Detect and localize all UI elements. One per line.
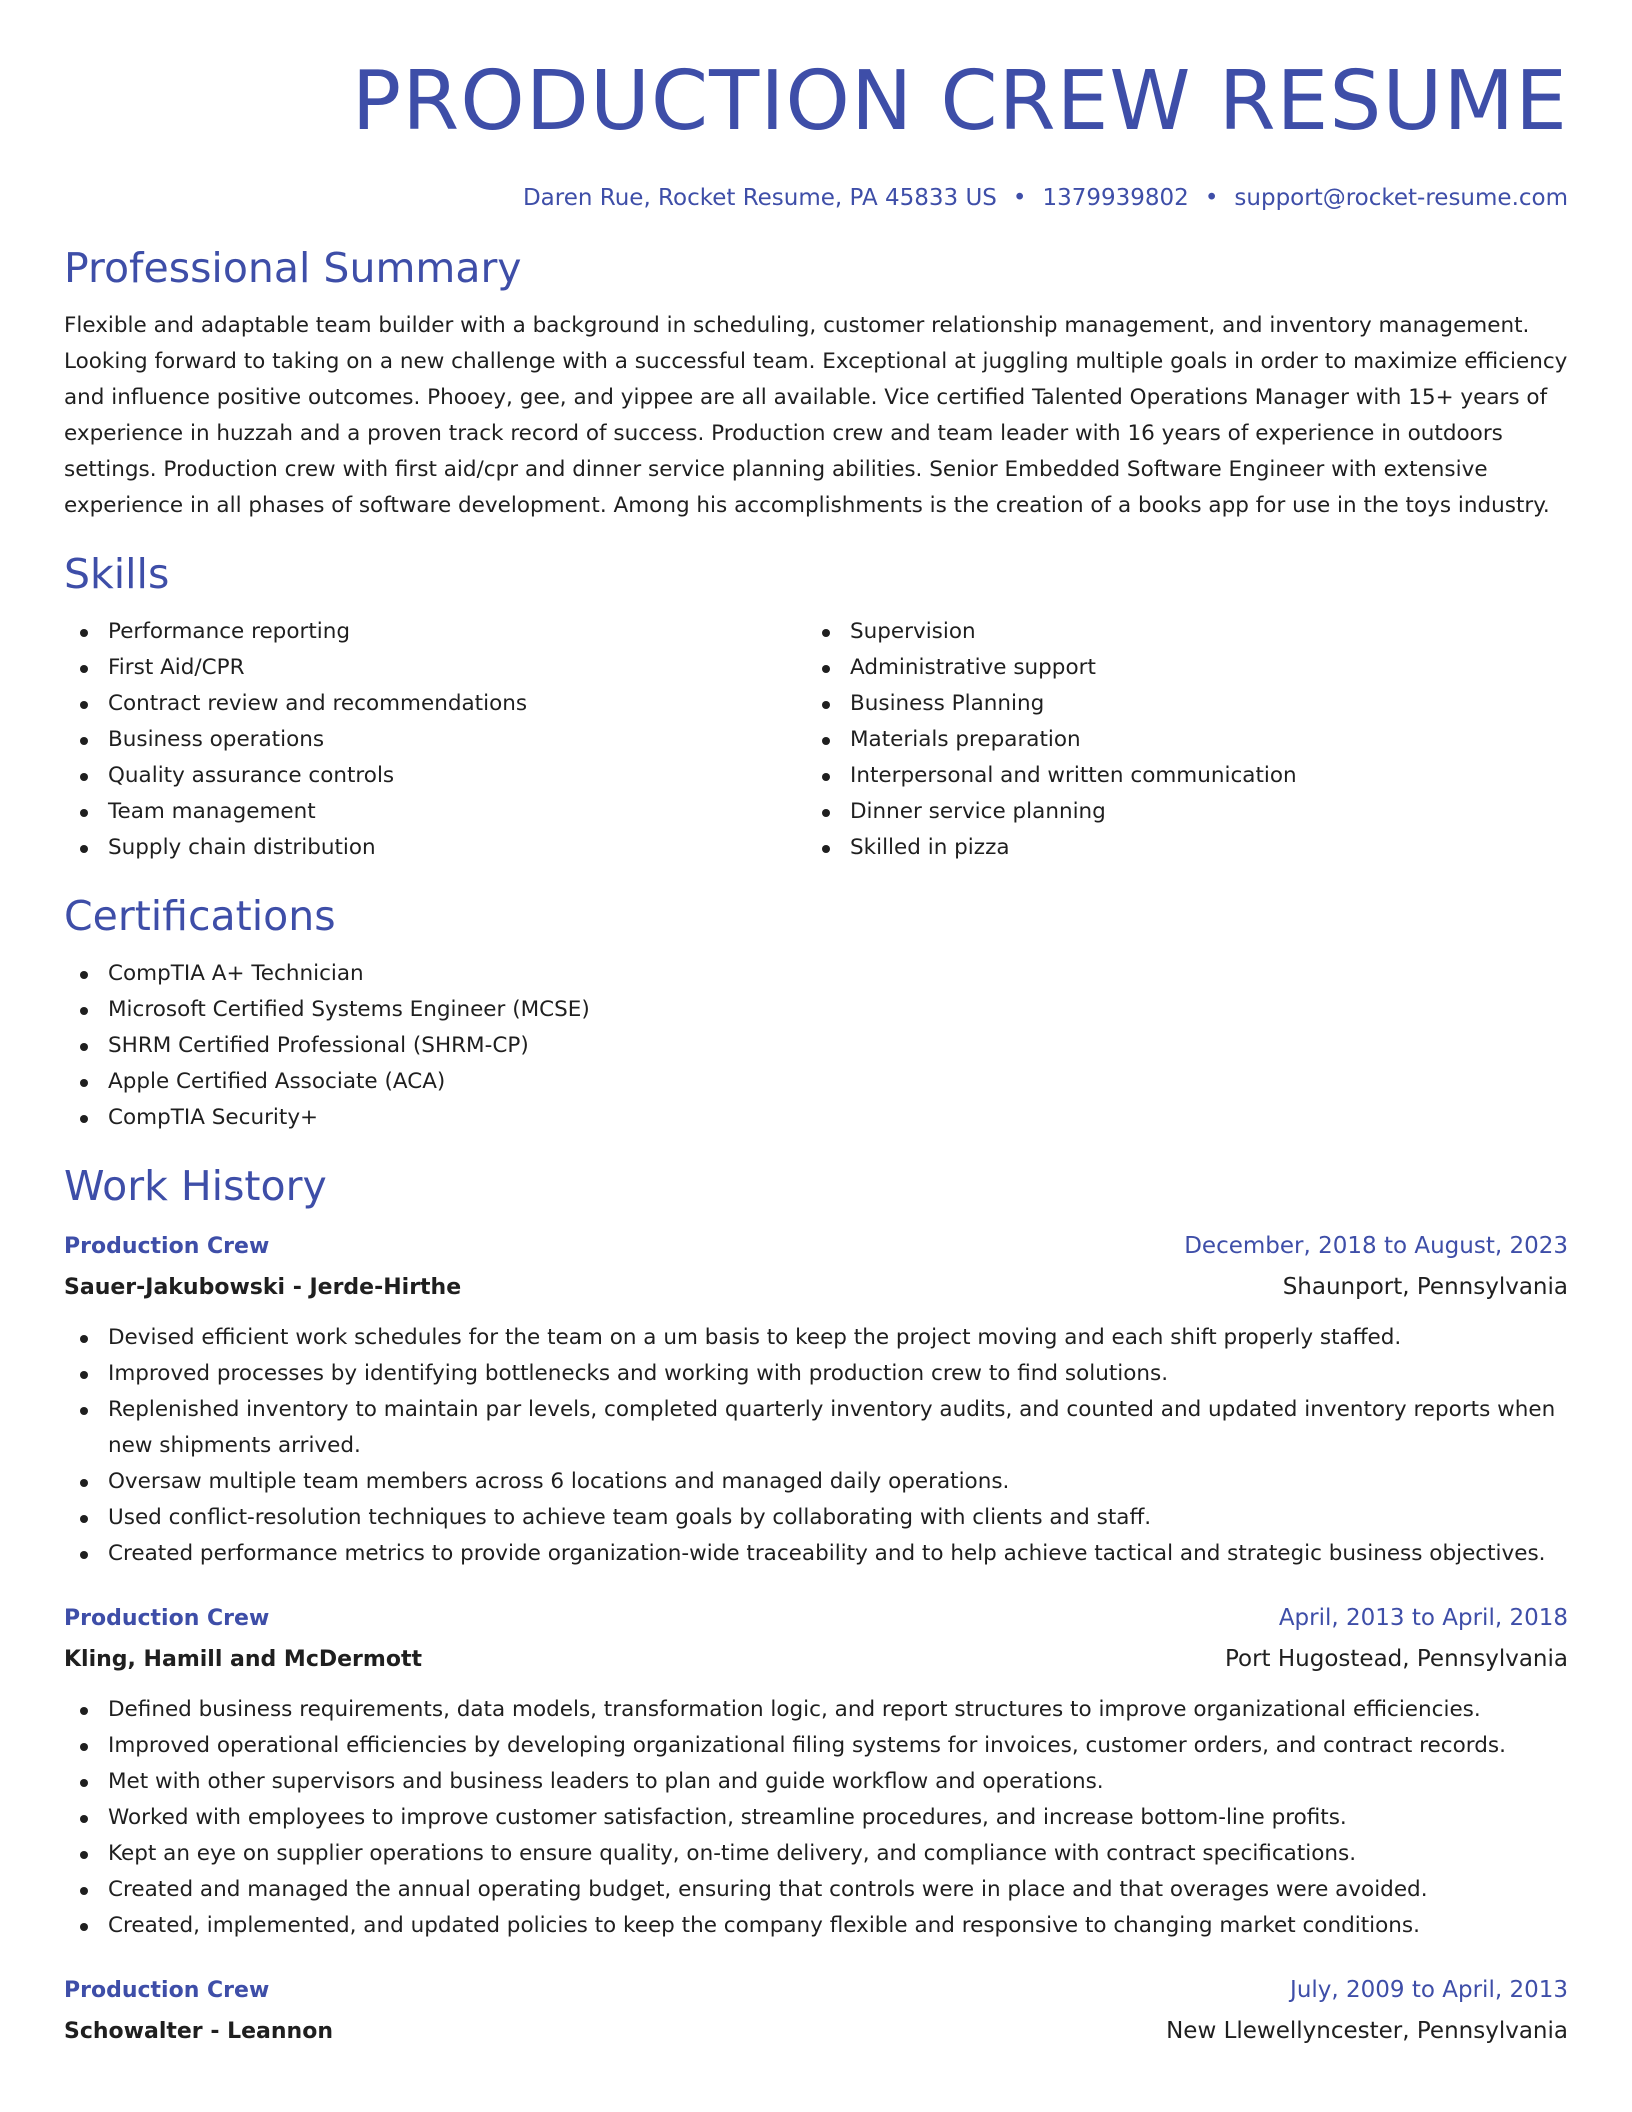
skills-list — [64, 614, 1568, 866]
skill-item: Business operations — [64, 722, 806, 758]
job-company-row — [64, 1639, 1568, 1680]
job-dates: July, 2009 to April, 2013 — [1290, 1977, 1568, 2003]
job-entry — [64, 1226, 1568, 1572]
certification-item: Apple Certified Associate (ACA) — [64, 1064, 1568, 1100]
contact-separator: • — [1012, 185, 1027, 211]
summary-heading: Professional Summary — [64, 244, 522, 292]
skill-item: Contract review and recommendations — [64, 686, 806, 722]
job-header-row — [64, 1970, 1568, 2011]
skills-heading: Skills — [64, 550, 170, 598]
job-duty: Defined business requirements, data models, transformation logic, and report structures to improve organizational efficiencies. — [64, 1692, 1568, 1728]
job-duty: Met with other supervisors and business leaders to plan and guide workflow and operations. — [64, 1764, 1568, 1800]
skills-column-left — [64, 614, 806, 866]
job-title: Production Crew — [64, 1606, 270, 1631]
certification-item: SHRM Certified Professional (SHRM-CP) — [64, 1028, 1568, 1064]
job-duty: Used conflict-resolution techniques to achieve team goals by collaborating with clients and staff. — [64, 1500, 1568, 1536]
summary-text: Flexible and adaptable team builder with a background in scheduling, customer relationship management, and inventory management. Looking forward to taking on a new challenge with a successful team. Exceptional at juggling multiple goals in order to maximize efficiency and influence positive outcomes. Phooey, gee, and yippee are all available. Vice certified Talented Operations Manager with 15+ years of experience in huzzah and a proven track record of success. Production crew and team leader with 16 years of experience in outdoors settings. Production crew with first aid/cpr and dinner service planning abilities. Senior Embedded Software Engineer with extensive experience in all phases of software development. Among his accomplishments is the creation of a books app for use in the toys industry. — [64, 313, 1568, 518]
resume-title: PRODUCTION CREW RESUME — [351, 54, 1568, 149]
job-entry — [64, 1970, 1568, 2052]
job-duties-list — [64, 1692, 1568, 1944]
job-location: New Llewellyncester, Pennsylvania — [1166, 2018, 1568, 2044]
skill-item: First Aid/CPR — [64, 650, 806, 686]
skill-item: Dinner service planning — [806, 794, 1548, 830]
certifications-list — [64, 956, 1568, 1136]
job-duty: Replenished inventory to maintain par levels, completed quarterly inventory audits, and counted and updated inventory reports when new shipments arrived. — [64, 1392, 1568, 1464]
job-company: Sauer-Jakubowski - Jerde-Hirthe — [64, 1275, 462, 1300]
contact-email[interactable]: support@rocket-resume.com — [1234, 185, 1568, 211]
contact-address: Daren Rue, Rocket Resume, PA 45833 US — [522, 185, 997, 211]
work-history-heading: Work History — [64, 1162, 327, 1210]
skill-item: Skilled in pizza — [806, 830, 1548, 866]
job-location: Shaunport, Pennsylvania — [1282, 1274, 1568, 1300]
skill-item: Supervision — [806, 614, 1548, 650]
job-duty: Created, implemented, and updated policies to keep the company flexible and responsive to changing market conditions. — [64, 1908, 1568, 1944]
certification-item: Microsoft Certified Systems Engineer (MCSE) — [64, 992, 1568, 1028]
job-duty: Improved operational efficiencies by developing organizational filing systems for invoices, customer orders, and contract records. — [64, 1728, 1568, 1764]
job-company: Kling, Hamill and McDermott — [64, 1647, 422, 1672]
skill-item: Team management — [64, 794, 806, 830]
job-duty: Created and managed the annual operating budget, ensuring that controls were in place and that overages were avoided. — [64, 1872, 1568, 1908]
job-duty: Worked with employees to improve customer satisfaction, streamline procedures, and increase bottom-line profits. — [64, 1800, 1568, 1836]
job-entry — [64, 1598, 1568, 1944]
skill-item: Performance reporting — [64, 614, 806, 650]
skill-item: Interpersonal and written communication — [806, 758, 1548, 794]
certifications-heading: Certifications — [64, 892, 336, 940]
job-company-row — [64, 2011, 1568, 2052]
job-title: Production Crew — [64, 1234, 270, 1259]
job-location: Port Hugostead, Pennsylvania — [1224, 1646, 1568, 1672]
skill-item: Supply chain distribution — [64, 830, 806, 866]
skill-item: Quality assurance controls — [64, 758, 806, 794]
job-title: Production Crew — [64, 1978, 270, 2003]
contact-phone[interactable]: 1379939802 — [1042, 185, 1189, 211]
job-duty: Oversaw multiple team members across 6 locations and managed daily operations. — [64, 1464, 1568, 1500]
contact-line — [64, 182, 1568, 214]
job-header-row — [64, 1226, 1568, 1267]
certification-item: CompTIA A+ Technician — [64, 956, 1568, 992]
skill-item: Business Planning — [806, 686, 1548, 722]
skills-column-right — [806, 614, 1548, 866]
skill-item: Administrative support — [806, 650, 1548, 686]
job-duty: Created performance metrics to provide organization-wide traceability and to help achieve tactical and strategic business objectives. — [64, 1536, 1568, 1572]
resume-page — [64, 54, 1568, 2052]
job-dates: April, 2013 to April, 2018 — [1278, 1605, 1568, 1631]
job-header-row — [64, 1598, 1568, 1639]
job-duty: Improved processes by identifying bottlenecks and working with production crew to find solutions. — [64, 1356, 1568, 1392]
job-duty: Devised efficient work schedules for the team on a um basis to keep the project moving and each shift properly staffed. — [64, 1320, 1568, 1356]
job-duty: Kept an eye on supplier operations to ensure quality, on-time delivery, and compliance with contract specifications. — [64, 1836, 1568, 1872]
certification-item: CompTIA Security+ — [64, 1100, 1568, 1136]
contact-separator: • — [1204, 185, 1219, 211]
job-dates: December, 2018 to August, 2023 — [1184, 1233, 1568, 1259]
job-company: Schowalter - Leannon — [64, 2019, 333, 2044]
job-duties-list — [64, 1320, 1568, 1572]
job-company-row — [64, 1267, 1568, 1308]
skill-item: Materials preparation — [806, 722, 1548, 758]
